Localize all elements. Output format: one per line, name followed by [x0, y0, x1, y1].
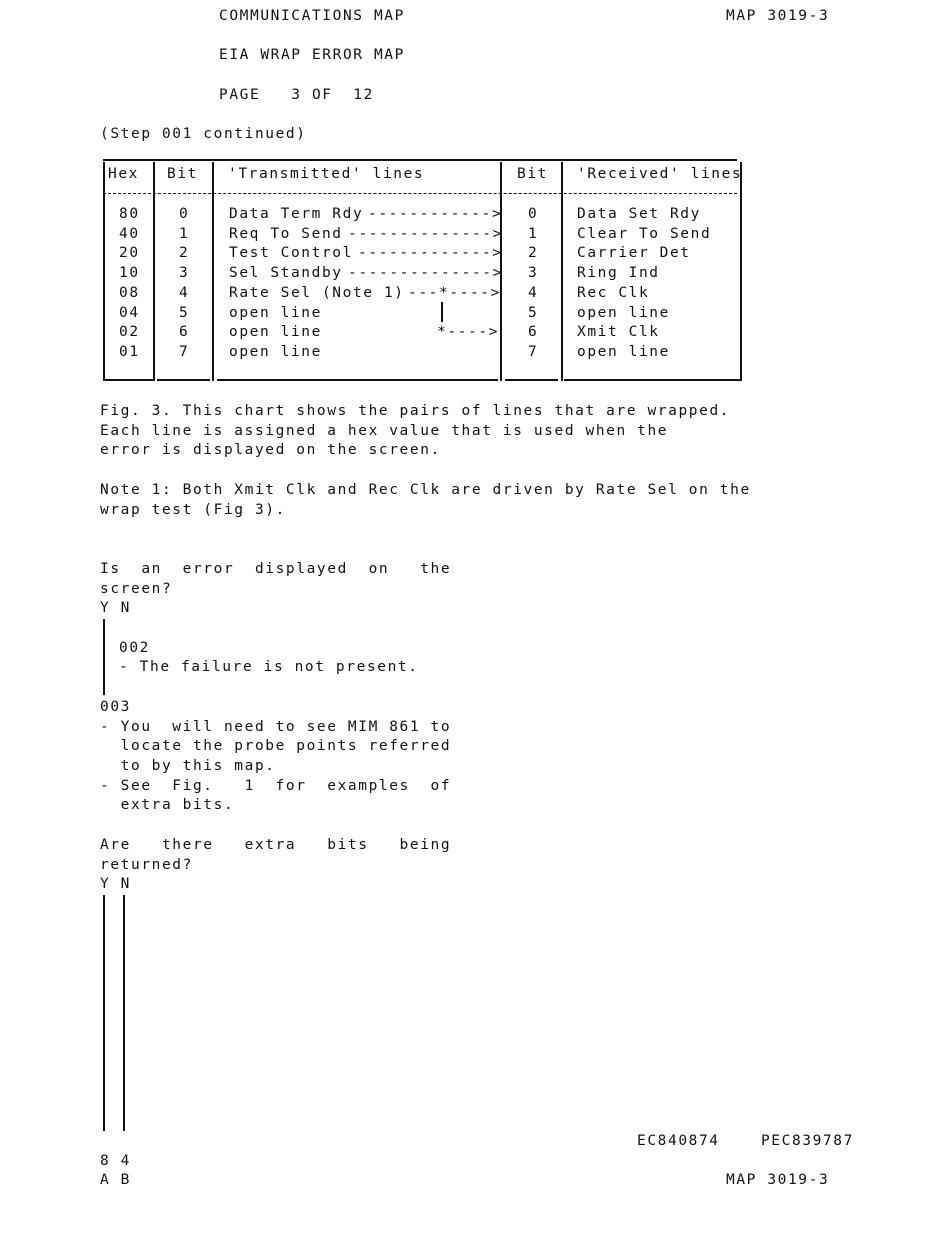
hex-cell: 10 [119, 265, 140, 281]
hex-cell: 08 [119, 285, 140, 301]
step-number: 003 [100, 699, 131, 715]
tx-line-cell: open line [229, 305, 322, 321]
bit-cell: 1 [179, 226, 190, 242]
rx-line-cell: Data Set Rdy [577, 206, 701, 222]
hex-cell: 01 [119, 344, 140, 360]
rx-line-cell: Rec Clk [577, 285, 650, 301]
rx-line-cell: open line [577, 305, 670, 321]
tx-line-cell: Req To Send [229, 226, 343, 242]
hex-cell: 80 [119, 206, 140, 222]
tx-line-cell: open line [229, 324, 322, 340]
tx-line-cell: Data Term Rdy [229, 206, 364, 222]
table-top-border [103, 159, 737, 161]
bit-cell: 3 [179, 265, 190, 281]
rx-line-cell: Carrier Det [577, 245, 691, 261]
wrap-arrow: *----> [437, 324, 499, 340]
step-instruction: - You will need to see MIM 861 to [100, 719, 452, 735]
table-col-border [740, 162, 742, 381]
tx-line-cell: Test Control [229, 245, 353, 261]
wrap-arrow: ---*----> [408, 285, 501, 301]
bit-cell: 0 [528, 206, 539, 222]
table-bottom-border [217, 379, 498, 381]
bit-cell: 7 [528, 344, 539, 360]
map-id-bottom: MAP 3019-3 [726, 1172, 830, 1188]
page-title: COMMUNICATIONS MAP [219, 8, 405, 24]
yes-no-labels: Y N [100, 876, 131, 892]
tx-line-cell: Rate Sel (Note 1) [229, 285, 405, 301]
bit-cell: 4 [179, 285, 190, 301]
question-text: returned? [100, 857, 193, 873]
bit-cell: 2 [179, 245, 190, 261]
wrap-arrow: --------------> [348, 226, 503, 242]
wrap-arrow: -------------> [358, 245, 503, 261]
rx-line-cell: Xmit Clk [577, 324, 660, 340]
wrap-arrow: --------------> [348, 265, 503, 281]
table-col-border [561, 162, 563, 381]
page-number: PAGE 3 OF 12 [219, 87, 374, 103]
wrap-arrow: ------------> [368, 206, 503, 222]
bit-cell: 4 [528, 285, 539, 301]
header-hex: Hex [108, 166, 139, 182]
caption-line: Fig. 3. This chart shows the pairs of lines that are wrapped. [100, 403, 731, 419]
yes-branch-line [103, 895, 105, 1131]
table-bottom-border [564, 379, 741, 381]
table-header-divider [103, 193, 737, 194]
no-branch-line [123, 895, 125, 1131]
step-instruction: extra bits. [100, 797, 235, 813]
yes-branch-line [103, 619, 105, 695]
table-col-border [153, 162, 155, 381]
bit-cell: 5 [179, 305, 190, 321]
rx-line-cell: Ring Ind [577, 265, 660, 281]
bit-cell: 6 [179, 324, 190, 340]
offpage-connector-letters: A B [100, 1172, 131, 1188]
tx-line-cell: Sel Standby [229, 265, 343, 281]
tx-line-cell: open line [229, 344, 322, 360]
step-instruction: locate the probe points referred [100, 738, 452, 754]
caption-line: Each line is assigned a hex value that is used when the [100, 423, 669, 439]
ec-number: EC840874 PEC839787 [637, 1133, 854, 1149]
bit-cell: 6 [528, 324, 539, 340]
table-col-border [212, 162, 214, 381]
header-transmitted: 'Transmitted' lines [228, 166, 425, 182]
question-text: Are there extra bits being [100, 837, 452, 853]
note-line: Note 1: Both Xmit Clk and Rec Clk are driven by Rate Sel on the [100, 482, 751, 498]
step-result: - The failure is not present. [119, 659, 419, 675]
table-bottom-border [157, 379, 210, 381]
bit-cell: 3 [528, 265, 539, 281]
question-text: screen? [100, 581, 173, 597]
bit-cell: 5 [528, 305, 539, 321]
caption-line: error is displayed on the screen. [100, 442, 441, 458]
bit-cell: 0 [179, 206, 190, 222]
step-instruction: - See Fig. 1 for examples of [100, 778, 452, 794]
hex-cell: 04 [119, 305, 140, 321]
rx-line-cell: open line [577, 344, 670, 360]
bit-cell: 1 [528, 226, 539, 242]
offpage-connector-pages: 8 4 [100, 1153, 131, 1169]
header-bit: Bit [167, 166, 198, 182]
table-bottom-border [103, 379, 154, 381]
hex-cell: 02 [119, 324, 140, 340]
bit-cell: 7 [179, 344, 190, 360]
map-id-top: MAP 3019-3 [726, 8, 830, 24]
rx-line-cell: Clear To Send [577, 226, 712, 242]
step-continued: (Step 001 continued) [100, 126, 307, 142]
hex-cell: 20 [119, 245, 140, 261]
bit-cell: 2 [528, 245, 539, 261]
step-instruction: to by this map. [100, 758, 276, 774]
map-subtitle: EIA WRAP ERROR MAP [219, 47, 405, 63]
table-bottom-border [505, 379, 558, 381]
table-col-border [103, 162, 105, 381]
step-number: 002 [119, 640, 150, 656]
note-line: wrap test (Fig 3). [100, 502, 286, 518]
wrap-connector-line [441, 302, 443, 322]
question-text: Is an error displayed on the [100, 561, 452, 577]
hex-cell: 40 [119, 226, 140, 242]
header-received: 'Received' lines [577, 166, 743, 182]
yes-no-labels: Y N [100, 600, 131, 616]
header-bit-received: Bit [517, 166, 548, 182]
